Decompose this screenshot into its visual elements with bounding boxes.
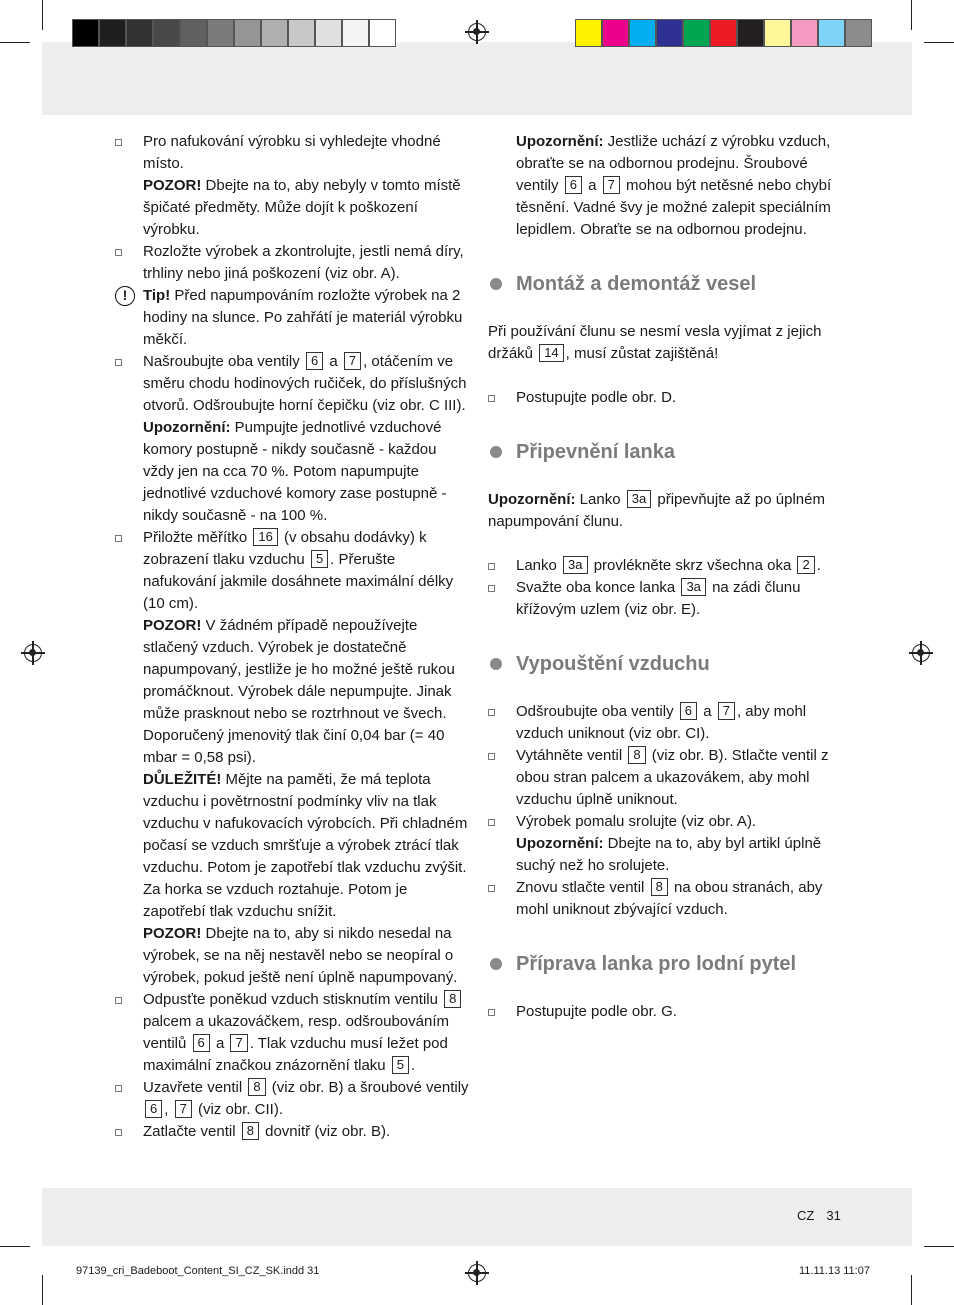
list-item: Postupujte podle obr. D. xyxy=(488,387,843,409)
list-item: Vytáhněte ventil 8 (viz obr. B). Stlačte ventil z obou stran palcem a ukazovákem, aby mohl vzduchu úplně uniknout. xyxy=(488,745,843,811)
exclamation-icon: ! xyxy=(115,286,135,306)
list-item: Zatlačte ventil 8 dovnitř (viz obr. B). xyxy=(115,1121,470,1143)
note: Upozornění: Dbejte na to, aby byl artikl úplně suchý než ho srolujete. xyxy=(516,835,822,874)
note: Upozornění: Jestliže uchází z výrobku vzduch, obraťte se na odbornou prodejnu. Šroubové ventily 6 a 7 mohou být netěsné nebo chybí těsnění. Vadné švy je možné zalepit speciálním lepidlem. Obraťte se na odbornou prodejnu. xyxy=(516,133,832,238)
part-number: 14 xyxy=(539,344,563,362)
crop-mark xyxy=(42,0,43,30)
top-band xyxy=(42,42,912,115)
square-bullet-icon xyxy=(488,1009,495,1016)
part-number: 8 xyxy=(628,746,645,764)
crop-mark xyxy=(911,0,912,30)
registration-mark-icon xyxy=(24,644,42,662)
part-number: 3a xyxy=(563,556,587,574)
section-heading: Montáž a demontáž vesel xyxy=(488,271,843,297)
page-number: 31 xyxy=(826,1208,841,1223)
paragraph: Upozornění: Lanko 3a připevňujte až po úplném napumpování člunu. xyxy=(488,491,825,530)
list-item: Odšroubujte oba ventily 6 a 7 , aby mohl vzduch uniknout (viz obr. CI). xyxy=(488,701,843,745)
part-number: 5 xyxy=(311,550,328,568)
note: Upozornění: Pumpujte jednotlivé vzduchové komory postupně - nikdy současně - každou vždy jen na cca 70 %. Potom napumpujte jednotlivé vzduchové komory zase postupně - nikdy současně - na 100 %. xyxy=(143,419,447,524)
part-number: 3a xyxy=(681,578,705,596)
part-number: 7 xyxy=(603,176,620,194)
section-heading: Připevnění lanka xyxy=(488,439,843,465)
part-number: 8 xyxy=(444,990,461,1008)
square-bullet-icon xyxy=(115,359,122,366)
square-bullet-icon xyxy=(115,535,122,542)
crop-mark xyxy=(924,1246,954,1247)
part-number: 3a xyxy=(627,490,651,508)
registration-mark-icon xyxy=(468,1264,486,1282)
warning-note: POZOR! Dbejte na to, aby si nikdo nesedal na výrobek, se na něj nestavěl nebo se neopíral o výrobek, pokud ještě není úplně napumpovaný. xyxy=(143,925,458,986)
crop-mark xyxy=(924,42,954,43)
square-bullet-icon xyxy=(488,709,495,716)
part-number: 6 xyxy=(306,352,323,370)
part-number: 16 xyxy=(253,528,277,546)
list-item: Uzavřete ventil 8 (viz obr. B) a šroubové ventily 6 , 7 (viz obr. CII). xyxy=(115,1077,470,1121)
square-bullet-icon xyxy=(115,1085,122,1092)
list-item: Výrobek pomalu srolujte (viz obr. A). xyxy=(488,811,843,833)
slug-filename: 97139_cri_Badeboot_Content_SI_CZ_SK.indd 31 xyxy=(76,1265,320,1277)
crop-mark xyxy=(42,1275,43,1305)
part-number: 7 xyxy=(344,352,361,370)
list-item: Našroubujte oba ventily 6 a 7 , otáčením ve směru chodu hodinových ručiček, do příslušných otvorů. Odšroubujte horní čepičku (viz obr. C III). xyxy=(115,351,470,417)
circle-bullet-icon xyxy=(490,446,502,458)
paragraph: Při používání člunu se nesmí vesla vyjímat z jejich držáků 14 , musí zůstat zajištěná! xyxy=(488,323,822,362)
section-heading: Vypouštění vzduchu xyxy=(488,651,843,677)
crop-mark xyxy=(911,1275,912,1305)
part-number: 8 xyxy=(248,1078,265,1096)
list-item: Svažte oba konce lanka 3a na zádi člunu křížovým uzlem (viz obr. E). xyxy=(488,577,843,621)
part-number: 2 xyxy=(797,556,814,574)
left-column xyxy=(115,131,470,1143)
square-bullet-icon xyxy=(488,585,495,592)
circle-bullet-icon xyxy=(490,958,502,970)
list-item: Znovu stlačte ventil 8 na obou stranách, aby mohl uniknout zbývající vzduch. xyxy=(488,877,843,921)
square-bullet-icon xyxy=(115,249,122,256)
part-number: 6 xyxy=(145,1100,162,1118)
tip-item: ! Tip! Před napumpováním rozložte výrobek na 2 hodiny na slunce. Po zahřátí je materiál výrobku měkčí. xyxy=(115,285,470,351)
square-bullet-icon xyxy=(115,997,122,1004)
color-bar xyxy=(575,19,872,47)
list-item: Postupujte podle obr. G. xyxy=(488,1001,843,1023)
circle-bullet-icon xyxy=(490,278,502,290)
part-number: 8 xyxy=(242,1122,259,1140)
language-code: CZ xyxy=(797,1208,815,1223)
warning-note: POZOR! Dbejte na to, aby nebyly v tomto místě špičaté předměty. Může dojít k poškození výrobku. xyxy=(143,177,461,238)
important-note: DŮLEŽITÉ! Mějte na paměti, že má teplota vzduchu i povětrnostní podmínky vliv na tlak vzduchu v nafukovacích výrobcích. Při chladném počasí se vzduch smršťuje a výrobek ztrácí tlak vzduchu. Potom je zapotřebí tlak vzduchu zvýšit. Za horka se vzduch roztahuje. Potom je zapotřebí tlak vzduchu snížit. xyxy=(143,771,468,920)
square-bullet-icon xyxy=(488,395,495,402)
registration-mark-icon xyxy=(912,644,930,662)
grayscale-bar xyxy=(72,19,396,47)
square-bullet-icon xyxy=(115,139,122,146)
part-number: 6 xyxy=(193,1034,210,1052)
right-column xyxy=(488,131,843,1023)
registration-mark-icon xyxy=(468,23,486,41)
part-number: 5 xyxy=(392,1056,409,1074)
list-item: Pro nafukování výrobku si vyhledejte vhodné místo. xyxy=(115,131,470,175)
list-item: Odpusťte poněkud vzduch stisknutím ventilu 8 palcem a ukazováčkem, resp. odšroubováním ventilů 6 a 7 . Tlak vzduchu musí ležet pod maximální značkou znázornění tlaku 5 . xyxy=(115,989,470,1077)
warning-note: POZOR! V žádném případě nepoužívejte stlačený vzduch. Výrobek je dostatečně napumpovaný, jestliže je ho možné ještě rukou promáčknout. Výrobek dále nepumpujte. Jinak může prasknout nebo se roztrhnout ve švech. Doporučený jmenovitý tlak činí 0,04 bar (= 40 mbar = 0,58 psi). xyxy=(143,617,455,766)
part-number: 7 xyxy=(175,1100,192,1118)
part-number: 8 xyxy=(651,878,668,896)
list-item: Lanko 3a provlékněte skrz všechna oka 2 . xyxy=(488,555,843,577)
square-bullet-icon xyxy=(488,753,495,760)
list-item: Přiložte měřítko 16 (v obsahu dodávky) k zobrazení tlaku vzduchu 5 . Přerušte nafukování jakmile dosáhnete maximální délky (10 cm). xyxy=(115,527,470,615)
square-bullet-icon xyxy=(488,819,495,826)
part-number: 6 xyxy=(680,702,697,720)
bottom-band xyxy=(42,1188,912,1246)
circle-bullet-icon xyxy=(490,658,502,670)
section-heading: Příprava lanka pro lodní pytel xyxy=(488,951,843,977)
part-number: 7 xyxy=(718,702,735,720)
square-bullet-icon xyxy=(115,1129,122,1136)
square-bullet-icon xyxy=(488,885,495,892)
part-number: 7 xyxy=(230,1034,247,1052)
list-item: Rozložte výrobek a zkontrolujte, jestli nemá díry, trhliny nebo jiná poškození (viz obr. A). xyxy=(115,241,470,285)
square-bullet-icon xyxy=(488,563,495,570)
crop-mark xyxy=(0,42,30,43)
page-footer xyxy=(797,1208,853,1223)
crop-mark xyxy=(0,1246,30,1247)
part-number: 6 xyxy=(565,176,582,194)
slug-date: 11.11.13 11:07 xyxy=(799,1265,870,1277)
